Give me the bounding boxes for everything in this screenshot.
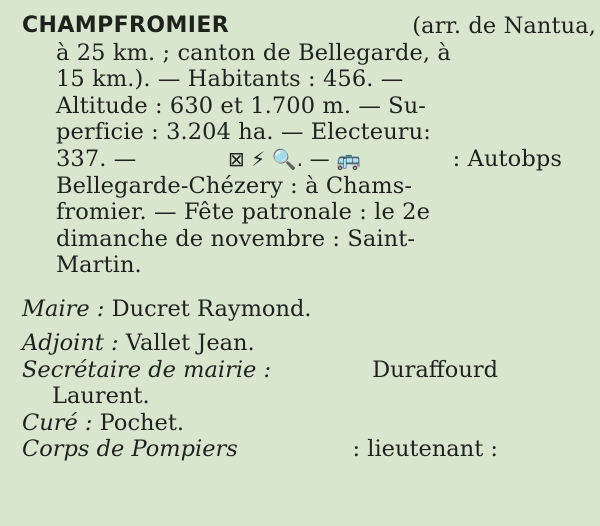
entry-line-9: dimanche de novembre : Saint- — [56, 225, 416, 252]
entry-line-7: Bellegarde-Chézery : à Chams- — [56, 172, 413, 199]
official-adjoint — [22, 330, 582, 357]
official-pompiers — [22, 436, 498, 463]
entry-line-10: Martin. — [56, 252, 142, 279]
role-label: Maire : — [22, 295, 105, 322]
entry-line-6: 337. — ⊠ ⚡ 🔍. — 🚌 : Autobps — [56, 145, 562, 172]
entry-line-5: perficie : 3.204 ha. — Electeuru: — [56, 119, 431, 146]
official-name: Vallet Jean. — [125, 330, 255, 357]
entry-line-1 — [22, 13, 596, 40]
official-maire — [22, 296, 582, 323]
role-label: Adjoint : — [22, 330, 119, 357]
official-secretaire — [22, 357, 498, 384]
entry-line-4: Altitude : 630 et 1.700 m. — Su- — [56, 92, 426, 119]
entry-arrondissement: (arr. de Nantua, — [412, 13, 596, 39]
entry-line-2: à 25 km. ; canton de Bellegarde, à — [56, 39, 451, 66]
role-label: Curé : — [22, 409, 93, 436]
entry-line-3: 15 km.). — Habitants : 456. — — [56, 66, 404, 93]
officials-list — [22, 296, 582, 463]
official-secretaire-cont: Laurent. — [52, 383, 150, 410]
official-cure — [22, 410, 582, 437]
official-name: Ducret Raymond. — [111, 295, 312, 322]
official-name: : lieutenant : — [352, 436, 498, 463]
official-name: Duraffourd — [372, 356, 498, 383]
service-symbols-icon: ⊠ ⚡ 🔍. — 🚌 — [227, 146, 362, 171]
commune-entry — [22, 13, 596, 279]
role-label: Corps de Pompiers — [22, 436, 238, 463]
commune-name: CHAMPFROMIER — [22, 13, 230, 38]
role-label: Secrétaire de mairie : — [22, 356, 272, 383]
entry-line-8: fromier. — Fête patronale : le 2e — [56, 199, 430, 226]
official-name: Pochet. — [99, 409, 185, 436]
